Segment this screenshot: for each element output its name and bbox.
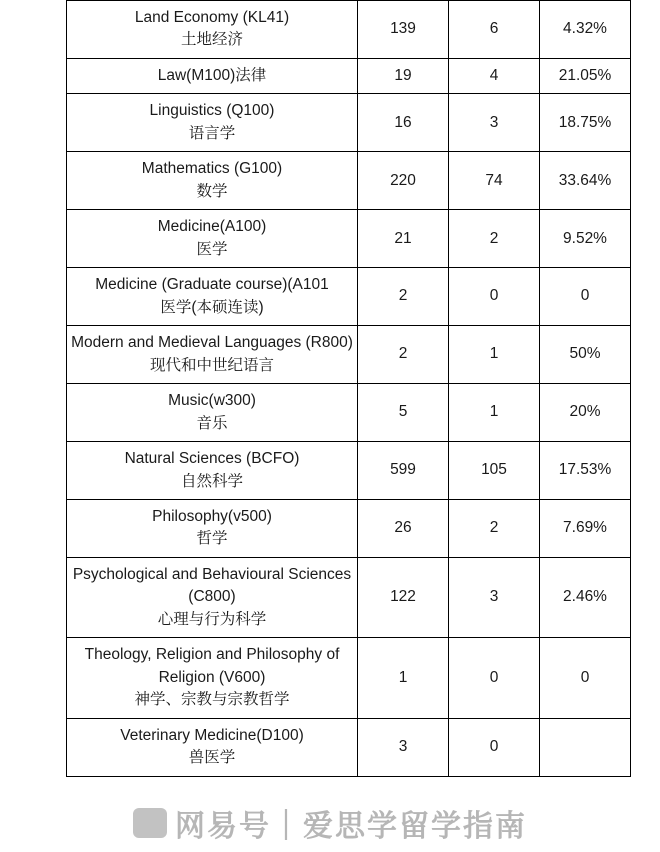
offer-statistics-table-container — [66, 0, 612, 777]
offers-cell: 2 — [449, 210, 540, 268]
course-name-cell — [67, 718, 358, 776]
course-name-cn: 心理与行为科学 — [157, 610, 267, 628]
course-name-cn: 语言学 — [188, 124, 236, 142]
course-name-cn: 哲学 — [196, 530, 228, 548]
watermark-logo-icon — [133, 808, 167, 838]
offer-rate-cell: 21.05% — [540, 58, 631, 93]
offers-cell: 1 — [449, 384, 540, 442]
course-name-en: Medicine(A100) — [157, 218, 267, 236]
watermark-overlay — [0, 800, 660, 846]
offers-cell: 2 — [449, 499, 540, 557]
table-row — [67, 1, 631, 59]
course-name-cell — [67, 638, 358, 718]
table-row — [67, 499, 631, 557]
offers-cell: 0 — [449, 268, 540, 326]
course-name-en: Veterinary Medicine(D100) — [120, 726, 304, 744]
applicants-cell: 2 — [358, 268, 449, 326]
course-name-cell — [67, 384, 358, 442]
table-row — [67, 442, 631, 500]
course-name-cell — [67, 210, 358, 268]
offer-rate-cell: 2.46% — [540, 557, 631, 637]
offers-cell: 74 — [449, 152, 540, 210]
offer-rate-cell: 50% — [540, 326, 631, 384]
offer-statistics-table — [66, 0, 631, 777]
course-name-cell — [67, 58, 358, 93]
offer-rate-cell: 18.75% — [540, 94, 631, 152]
table-row — [67, 718, 631, 776]
table-row — [67, 268, 631, 326]
course-name-cn: 土地经济 — [180, 31, 243, 49]
course-name-cell — [67, 326, 358, 384]
table-row — [67, 94, 631, 152]
applicants-cell: 139 — [358, 1, 449, 59]
offer-rate-cell: 4.32% — [540, 1, 631, 59]
course-name-en: Theology, Religion and Philosophy of Religion (V600) — [84, 646, 340, 686]
offer-rate-cell: 33.64% — [540, 152, 631, 210]
course-name-en: Philosophy(v500) — [152, 507, 272, 525]
course-name-en: Natural Sciences (BCFO) — [124, 450, 300, 468]
applicants-cell: 26 — [358, 499, 449, 557]
applicants-cell: 220 — [358, 152, 449, 210]
course-name-cn: 现代和中世纪语言 — [149, 356, 274, 374]
offers-cell: 3 — [449, 94, 540, 152]
course-name-cn: 数学 — [196, 182, 228, 200]
table-row — [67, 557, 631, 637]
course-name-cell — [67, 442, 358, 500]
course-name-cn: 兽医学 — [188, 749, 236, 767]
applicants-cell: 1 — [358, 638, 449, 718]
watermark-text: 网易号｜爱思学留学指南 — [175, 810, 527, 843]
course-name-en: Modern and Medieval Languages (R800) — [71, 334, 353, 352]
applicants-cell: 19 — [358, 58, 449, 93]
table-row — [67, 210, 631, 268]
applicants-cell: 5 — [358, 384, 449, 442]
applicants-cell: 599 — [358, 442, 449, 500]
course-name-cell — [67, 1, 358, 59]
course-name-cell — [67, 94, 358, 152]
offer-rate-cell: 20% — [540, 384, 631, 442]
course-name-en: Music(w300) — [168, 392, 256, 410]
course-name-cell — [67, 152, 358, 210]
table-row — [67, 384, 631, 442]
offers-cell: 0 — [449, 638, 540, 718]
table-row — [67, 152, 631, 210]
offer-rate-cell — [540, 718, 631, 776]
course-name-en: Psychological and Behavioural Sciences (C800) — [72, 565, 352, 606]
course-name-cn: 神学、宗教与宗教哲学 — [134, 691, 290, 709]
offers-cell: 0 — [449, 718, 540, 776]
table-row — [67, 58, 631, 93]
offers-cell: 3 — [449, 557, 540, 637]
offers-cell: 4 — [449, 58, 540, 93]
offer-rate-cell: 7.69% — [540, 499, 631, 557]
offer-rate-cell: 9.52% — [540, 210, 631, 268]
offers-cell: 105 — [449, 442, 540, 500]
course-name-cell — [67, 268, 358, 326]
course-name-en: Linguistics (Q100) — [149, 102, 275, 120]
offers-cell: 6 — [449, 1, 540, 59]
course-name-cn: 医学 — [196, 240, 228, 258]
course-name-cell — [67, 557, 358, 637]
applicants-cell: 122 — [358, 557, 449, 637]
course-name-cn: 音乐 — [196, 414, 228, 432]
applicants-cell: 3 — [358, 718, 449, 776]
offer-rate-cell: 17.53% — [540, 442, 631, 500]
applicants-cell: 16 — [358, 94, 449, 152]
offers-cell: 1 — [449, 326, 540, 384]
course-name-cn: 医学(本硕连读) — [160, 298, 264, 316]
offer-rate-cell: 0 — [540, 268, 631, 326]
course-name-en: Law(M100)法律 — [157, 66, 267, 84]
applicants-cell: 2 — [358, 326, 449, 384]
course-name-en: Mathematics (G100) — [141, 160, 283, 178]
offer-rate-cell: 0 — [540, 638, 631, 718]
applicants-cell: 21 — [358, 210, 449, 268]
course-name-cell — [67, 499, 358, 557]
course-name-cn: 自然科学 — [180, 472, 243, 490]
table-row — [67, 326, 631, 384]
course-name-en: Medicine (Graduate course)(A101 — [95, 276, 329, 294]
table-body — [67, 1, 631, 777]
table-row — [67, 638, 631, 718]
course-name-en: Land Economy (KL41) — [134, 9, 290, 26]
